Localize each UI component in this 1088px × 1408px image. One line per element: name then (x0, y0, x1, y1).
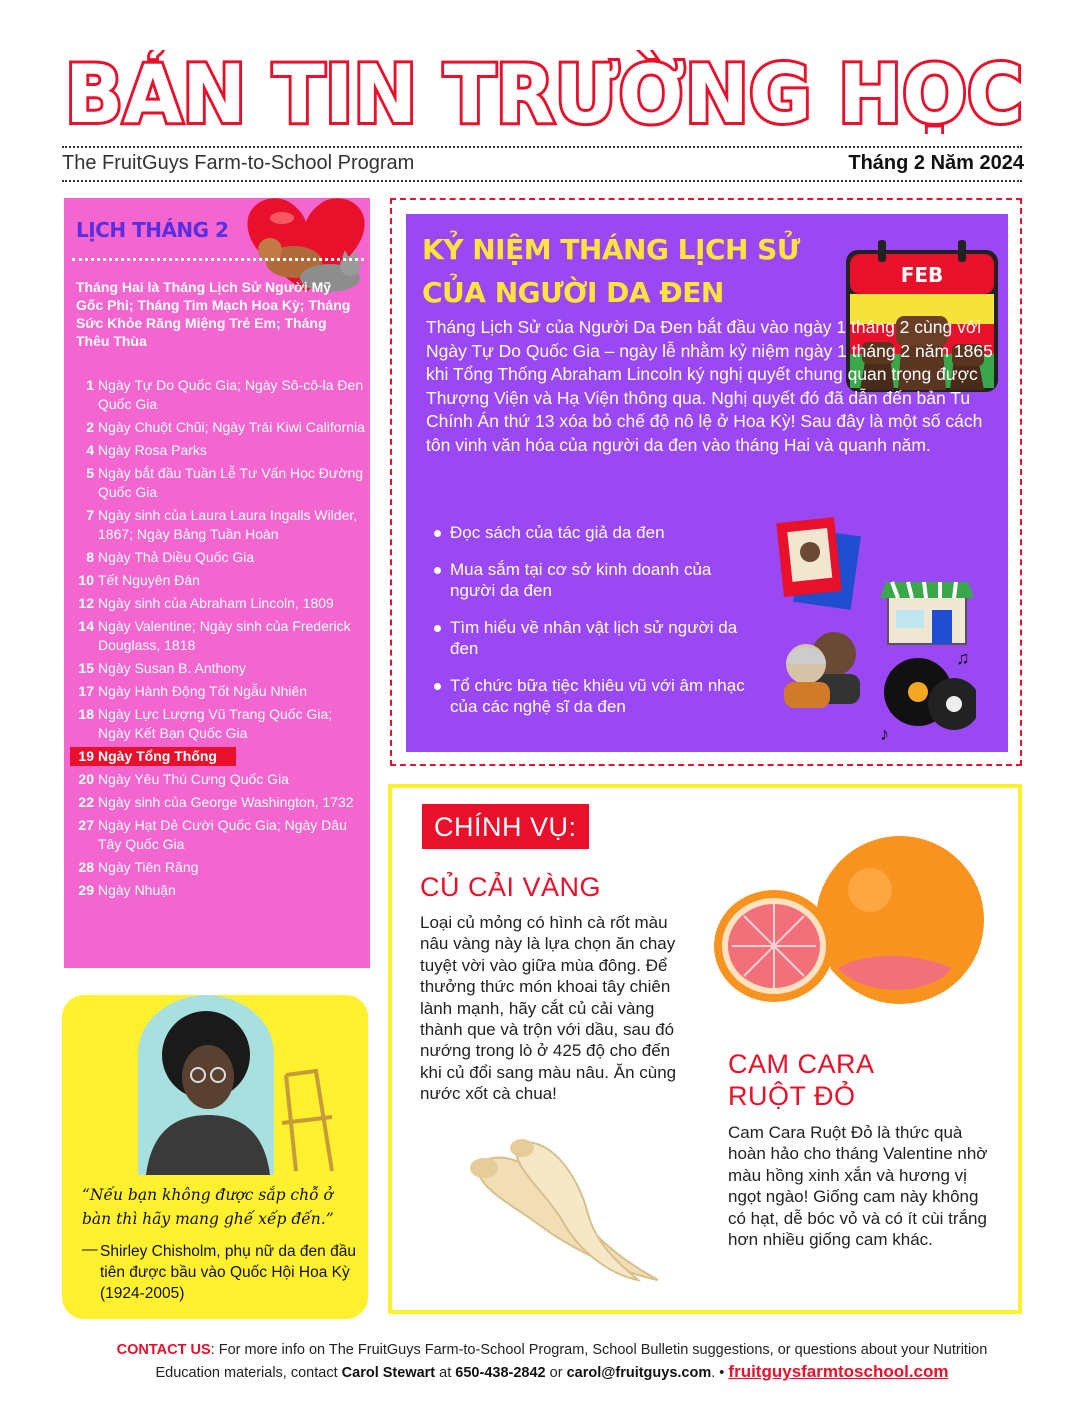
parsnip-title: CỦ CẢI VÀNG (420, 872, 602, 902)
black-history-panel (406, 214, 1008, 752)
calendar-event: 5 Ngày bắt đầu Tuần Lễ Tư Vấn Học Đường Quốc Gia (86, 465, 364, 500)
calendar-event: 17 Ngày Hành Động Tốt Ngẫu Nhiên (78, 683, 308, 699)
newsletter-title: BẢN TIN TRƯỜNG HỌC (65, 50, 1026, 134)
in-season-label: CHÍNH VỤ: (422, 804, 589, 849)
contact-label: CONTACT US (116, 1342, 211, 1358)
calendar-divider (72, 258, 364, 261)
masthead-svg (62, 50, 1026, 134)
list-item: Đọc sách của tác giả da đen (434, 522, 754, 543)
calendar-event: 28 Ngày Tiên Răng (78, 859, 199, 875)
produce-panel (388, 784, 1022, 1314)
calendar-event: 22 Ngày sinh của George Washington, 1732 (78, 794, 354, 810)
contact-name: Carol Stewart (341, 1365, 436, 1381)
vinyl-records-icon (880, 648, 976, 744)
program-subtitle: The FruitGuys Farm-to-School Program (62, 152, 415, 174)
list-item: Tìm hiểu về nhân vật lịch sử người da đen (434, 617, 754, 659)
contact-phone: 650-438-2842 (455, 1365, 546, 1381)
cara-cara-text: Cam Cara Ruột Đỏ là thức quà hoàn hảo cho tháng Valentine nhờ màu hồng xinh xắn và hương vị ngọt ngào! Giống cam này không có hạt, dễ bóc vỏ và có ít cùi trắng hơn nhiều giống cam khác. (728, 1123, 988, 1250)
calendar-event: 8 Ngày Thả Diều Quốc Gia (86, 549, 255, 565)
quote-attribution: Shirley Chisholm, phụ nữ da đen đầu tiên được bầu vào Quốc Hội Hoa Kỳ (1924-2005) (100, 1243, 356, 1302)
contact-footer: CONTACT US: For more info on The FruitGuys Farm-to-School Program, School Bulletin suggestions, or questions about your Nutrition Education materials, contact Carol Stewart at 650-438-2842 or carol@fruitguys.com. • fruitguysfarmtoschool.com (116, 1342, 988, 1381)
black-history-title: KỶ NIỆM THÁNG LỊCH SỬ CỦA NGƯỜI DA ĐEN (422, 233, 800, 309)
folding-chair-icon (282, 1071, 332, 1171)
divider-bottom (62, 180, 1022, 182)
parsnip-image (458, 1134, 678, 1284)
books-icon (776, 517, 861, 610)
contact-email[interactable]: carol@fruitguys.com (566, 1365, 712, 1381)
calendar-event: 29 Ngày Nhuận (78, 882, 176, 898)
calendar-event: 4 Ngày Rosa Parks (86, 442, 207, 458)
cara-cara-title: CAM CARA RUỘT ĐỎ (728, 1049, 875, 1111)
quote-text: “Nếu bạn không được sắp chỗ ở bàn thì hãy mang ghế xếp đến.” (82, 1186, 334, 1228)
cara-cara-orange-image (710, 836, 1002, 1016)
shirley-chisholm-portrait (136, 995, 336, 1175)
calendar-event: 7 Ngày sinh của Laura Laura Ingalls Wilder, 1867; Ngày Bảng Tuần Hoàn (86, 507, 358, 542)
calendar-event: 2 Ngày Chuột Chũi; Ngày Trái Kiwi California (86, 419, 365, 435)
calendar-intro: Tháng Hai là Tháng Lịch Sử Người Mỹ Gốc Phi; Tháng Tim Mạch Hoa Kỳ; Tháng Sức Khỏe Răng Miệng Trẻ Em; Tháng Thêu Thùa (76, 279, 351, 349)
music-note-icon: ♫ (956, 648, 970, 668)
parsnip-text: Loại củ mỏng có hình cà rốt màu nâu vàng này là lựa chọn ăn chay tuyệt vời vào giữa mùa đông. Để thưởng thức món khoai tây chiên lành mạnh, hãy cắt củ cải vàng thành que và trộn với dầu, sau đó nướng trong lò ở 425 độ cho đến khi củ đổi sang màu nâu. Ăn cùng nước xốt cà chua! (420, 913, 677, 1104)
storefront-icon (880, 582, 974, 644)
list-item: Tổ chức bữa tiệc khiêu vũ với âm nhạc của các nghệ sĩ da đen (434, 675, 754, 717)
calendar-event: 20 Ngày Yêu Thú Cưng Quốc Gia (78, 771, 289, 787)
calendar-event: 10 Tết Nguyên Đán (78, 572, 200, 588)
calendar-event-highlighted: 19 Ngày Tổng Thống (70, 747, 236, 766)
list-item: Mua sắm tại cơ sở kinh doanh của người da đen (434, 559, 754, 601)
divider-top (62, 146, 1022, 148)
feb-label: FEB (900, 263, 944, 287)
calendar-event: 15 Ngày Susan B. Anthony (78, 660, 246, 676)
black-history-list (434, 522, 754, 733)
calendar-event: 12 Ngày sinh của Abraham Lincoln, 1809 (78, 595, 334, 611)
calendar-events (72, 376, 368, 904)
culture-illustrations (776, 514, 976, 744)
historical-figures-icon (784, 632, 860, 708)
calendar-event: 14 Ngày Valentine; Ngày sinh của Frederick Douglass, 1818 (78, 618, 351, 653)
black-history-paragraph: Tháng Lịch Sử của Người Da Đen bắt đầu vào ngày 1 tháng 2 cùng với Ngày Tự Do Quốc Gia – ngày lễ nhằm kỷ niệm ngày 1 tháng 2 năm 1865 khi Tổng Thống Abraham Lincoln ký nghị quyết chung quan trọng được Thượng Viện và Hạ Viện thông qua. Nghị quyết đó đã dẫn đến bản Tu Chính Án thứ 13 xóa bỏ chế độ nô lệ ở Hoa Kỳ! Sau đây là một số cách tôn vinh văn hóa của người da đen vào tháng Hai và quanh năm. (426, 317, 993, 455)
issue-date: Tháng 2 Năm 2024 (848, 152, 1024, 174)
calendar-event: 27 Ngày Hạt Dẻ Cười Quốc Gia; Ngày Dâu Tây Quốc Gia (78, 817, 347, 852)
masthead (62, 50, 1026, 134)
contact-text: For more info on The FruitGuys Farm-to-School Program, School Bulletin suggestions, or questions about your Nutrition Education materials, contact (155, 1342, 988, 1381)
quote-dash: — (82, 1241, 98, 1258)
calendar-title: LỊCH THÁNG 2 (76, 218, 229, 242)
calendar-event: 1 Ngày Tự Do Quốc Gia; Ngày Sô-cô-la Đen Quốc Gia (86, 377, 364, 412)
svg-text:♪: ♪ (880, 724, 889, 744)
quote-box (62, 995, 368, 1319)
calendar-panel (64, 198, 370, 968)
website-link[interactable]: fruitguysfarmtoschool.com (728, 1362, 949, 1381)
calendar-event: 18 Ngày Lực Lượng Vũ Trang Quốc Gia; Ngày Kết Bạn Quốc Gia (78, 706, 333, 741)
